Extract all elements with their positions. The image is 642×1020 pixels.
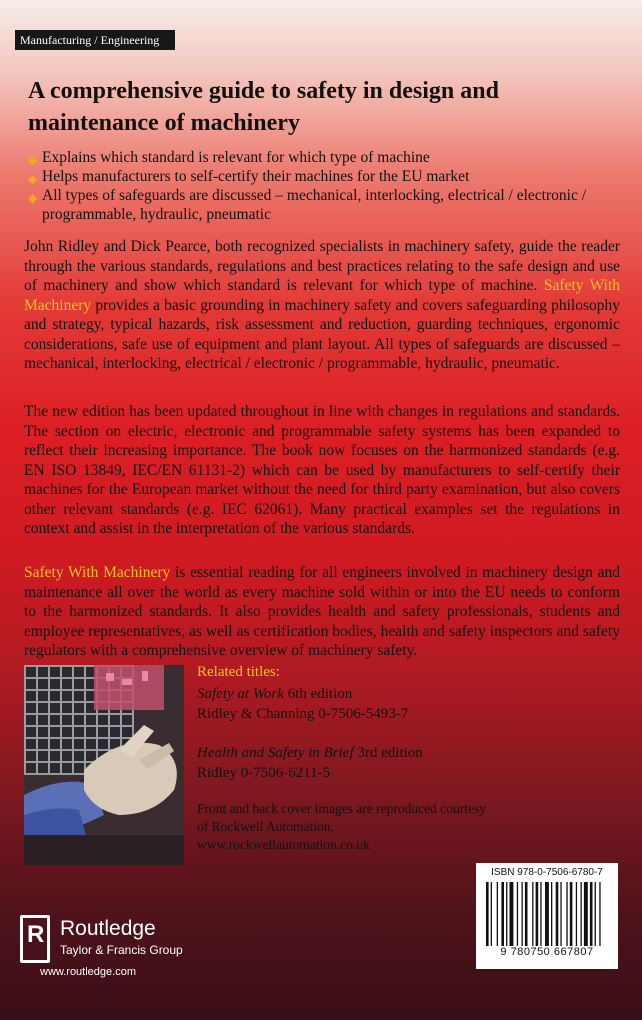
book-title-highlight: Safety With Machinery <box>24 277 620 314</box>
barcode-bar <box>532 882 533 946</box>
isbn-barcode-box <box>476 863 618 969</box>
barcode-bar <box>486 882 489 946</box>
image-credits: Front and back cover images are reproduced courtesy of Rockwell Automation, www.rockwellautomation.co.uk <box>197 801 487 852</box>
barcode-bar <box>576 882 577 946</box>
barcode-bar <box>517 882 518 946</box>
barcode-bar <box>551 882 552 946</box>
description-paragraph-1: John Ridley and Dick Pearce, both recognized specialists in machinery safety, guide the reader through the various standards, regulations and best practices relating to the safe design and use of machinery and show which standard is relevant for which type of machine. Safety With Machinery provides a basic grounding in machinery safety and covers safeguarding philosophy and strategy, typical hazards, risk assessment and reduction, guarding techniques, ergonomic considerations, safe use of equipment and plant layout. All types of safeguards are discussed – mechanical, interlocking, electrical / electronic / programmable, hydraulic, pneumatic. <box>24 238 620 372</box>
barcode-bar <box>581 882 582 946</box>
routledge-mark-icon: R <box>20 915 50 963</box>
barcode-bar <box>501 882 504 946</box>
publisher-name: Routledge <box>60 917 156 940</box>
related-titles-heading: Related titles: <box>197 664 280 680</box>
bullet-item: ◆ Explains which standard is relevant for which type of machine <box>28 148 618 167</box>
barcode-number: 9 780750 667807 <box>500 946 594 958</box>
barcode-bar <box>491 882 492 946</box>
barcode-bar <box>510 882 514 946</box>
bullet-icon: ◆ <box>28 191 38 205</box>
barcode-bar <box>525 882 528 946</box>
barcode-bar <box>595 882 596 946</box>
feature-bullet-list <box>28 148 618 224</box>
barcode-icon <box>482 882 612 948</box>
bullet-icon: ◆ <box>28 153 38 167</box>
publisher-website: www.routledge.com <box>40 966 136 978</box>
barcode-bar <box>590 882 593 946</box>
related-titles <box>197 662 617 783</box>
barcode-bar <box>545 882 549 946</box>
barcode-bar <box>540 882 541 946</box>
barcode-bar <box>570 882 573 946</box>
description-paragraph-3: Safety With Machinery is essential reading for all engineers involved in machinery design and maintenance all over the world as every machine sold within or into the EU needs to conform to the harmonized standards. It also provides health and safety professionals, students and employee representatives, as well as certification bodies, health and safety inspectors and safety regulators with a comprehensive overview of machinery safety. <box>24 564 620 659</box>
barcode-bar <box>497 882 498 946</box>
barcode-bar <box>506 882 507 946</box>
machinery-guard-image <box>24 665 184 865</box>
barcode-bar <box>566 882 567 946</box>
cover-photo-gloved-hand <box>24 665 184 865</box>
barcode-bar <box>599 882 600 946</box>
bullet-icon: ◆ <box>28 172 38 186</box>
barcode-bar <box>560 882 561 946</box>
headline: A comprehensive guide to safety in design and maintenance of machinery <box>28 78 499 136</box>
related-title-item: Safety at Work 6th edition Ridley & Channing 0-7506-5493-7 <box>197 686 409 722</box>
book-title-highlight: Safety With Machinery <box>24 564 171 581</box>
publisher-group: Taylor & Francis Group <box>60 943 183 957</box>
related-title-item: Health and Safety in Brief 3rd edition Ridley 0-7506-6211-5 <box>197 745 423 781</box>
bullet-item: ◆ Helps manufacturers to self-certify their machines for the EU market <box>28 167 618 186</box>
publisher-logo <box>20 915 220 995</box>
description-paragraph-2: The new edition has been updated throughout in line with changes in regulations and standards. The section on electric, electronic and programmable safety systems has been expanded to reflect their increasing importance. The book now focuses on the harmonized standards (e.g. EN ISO 13849, IEC/EN 61131-2) which can be used by manufacturers to self-certify their machines for the European market without the need for third party examination, but also covers other relevant standards (e.g. IEC 62061). Many practical examples set the regulations in context and assist in the interpretation of the various standards. <box>24 403 620 537</box>
barcode-bar <box>536 882 539 946</box>
barcode-bar <box>556 882 559 946</box>
barcode-bar <box>522 882 523 946</box>
barcode-bar <box>584 882 588 946</box>
isbn-label: ISBN 978-0-7506-6780-7 <box>491 867 603 878</box>
category-tag: Manufacturing / Engineering <box>15 30 175 50</box>
bullet-item: ◆ All types of safeguards are discussed – mechanical, interlocking, electrical / electronic / programmable, hydraulic, pneumatic <box>28 187 587 223</box>
